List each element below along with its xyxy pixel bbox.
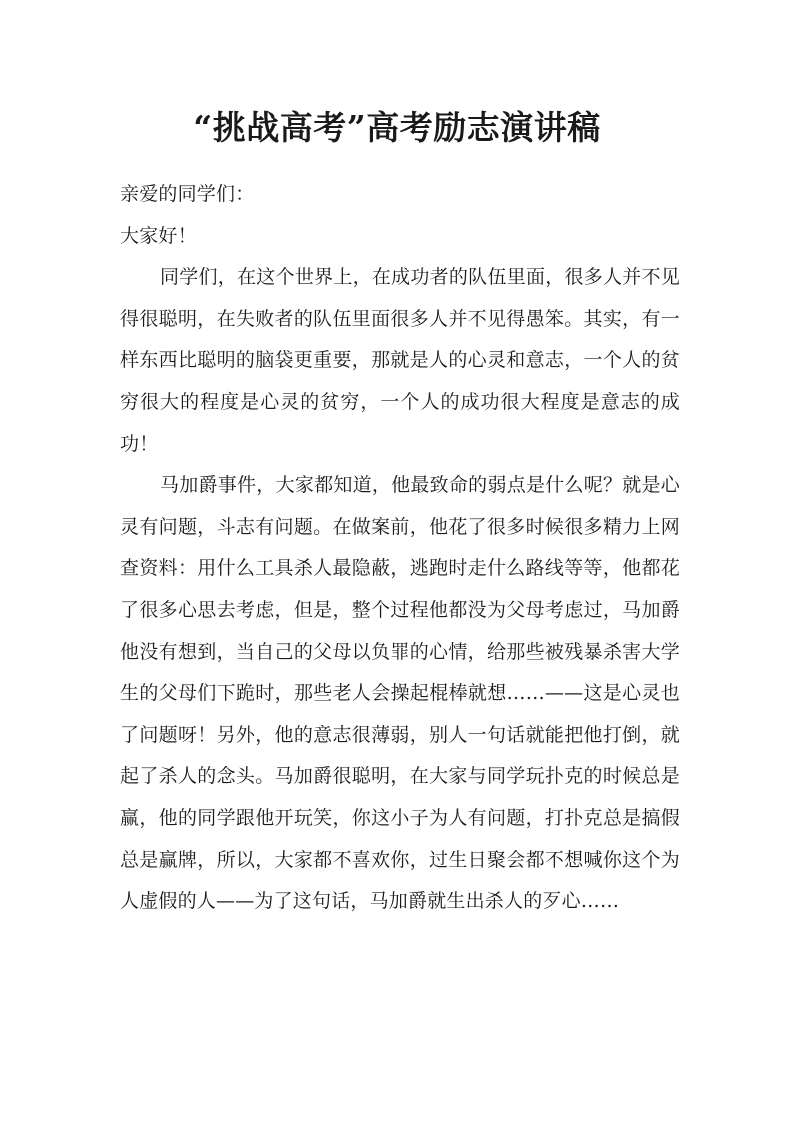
salutation: 亲爱的同学们：	[120, 183, 255, 205]
paragraph-1: 同学们，在这个世界上，在成功者的队伍里面，很多人并不见得很聪明，在失败者的队伍里面很多人并不见得愚笨。其实，有一样东西比聪明的脑袋更重要，那就是人的心灵和意志，一个人的贫穷很大的程度是心灵的贫穷，一个人的成功很大程度是意志的成功！	[120, 266, 680, 455]
document-title: “挑战高考”高考励志演讲稿	[193, 108, 601, 147]
paragraph-2: 马加爵事件，大家都知道，他最致命的弱点是什么呢？就是心灵有问题，斗志有问题。在做案前，他花了很多时候很多精力上网查资料：用什么工具杀人最隐蔽，逃跑时走什么路线等等，他都花了很多心思去考虑，但是，整个过程他都没为父母考虑过，马加爵他没有想到，当自己的父母以负罪的心情，给那些被残暴杀害大学生的父母们下跪时，那些老人会操起棍棒就想……——这是心灵也了问题呀！另外，他的意志很薄弱，别人一句话就能把他打倒，就起了杀人的念头。马加爵很聪明，在大家与同学玩扑克的时候总是赢，他的同学跟他开玩笑，你这小子为人有问题，打扑克总是搞假总是赢牌，所以，大家都不喜欢你，过生日聚会都不想喊你这个为人虚假的人——为了这句话，马加爵就生出杀人的歹心……	[120, 474, 680, 913]
greeting: 大家好！	[120, 224, 197, 247]
document-body	[120, 174, 680, 923]
